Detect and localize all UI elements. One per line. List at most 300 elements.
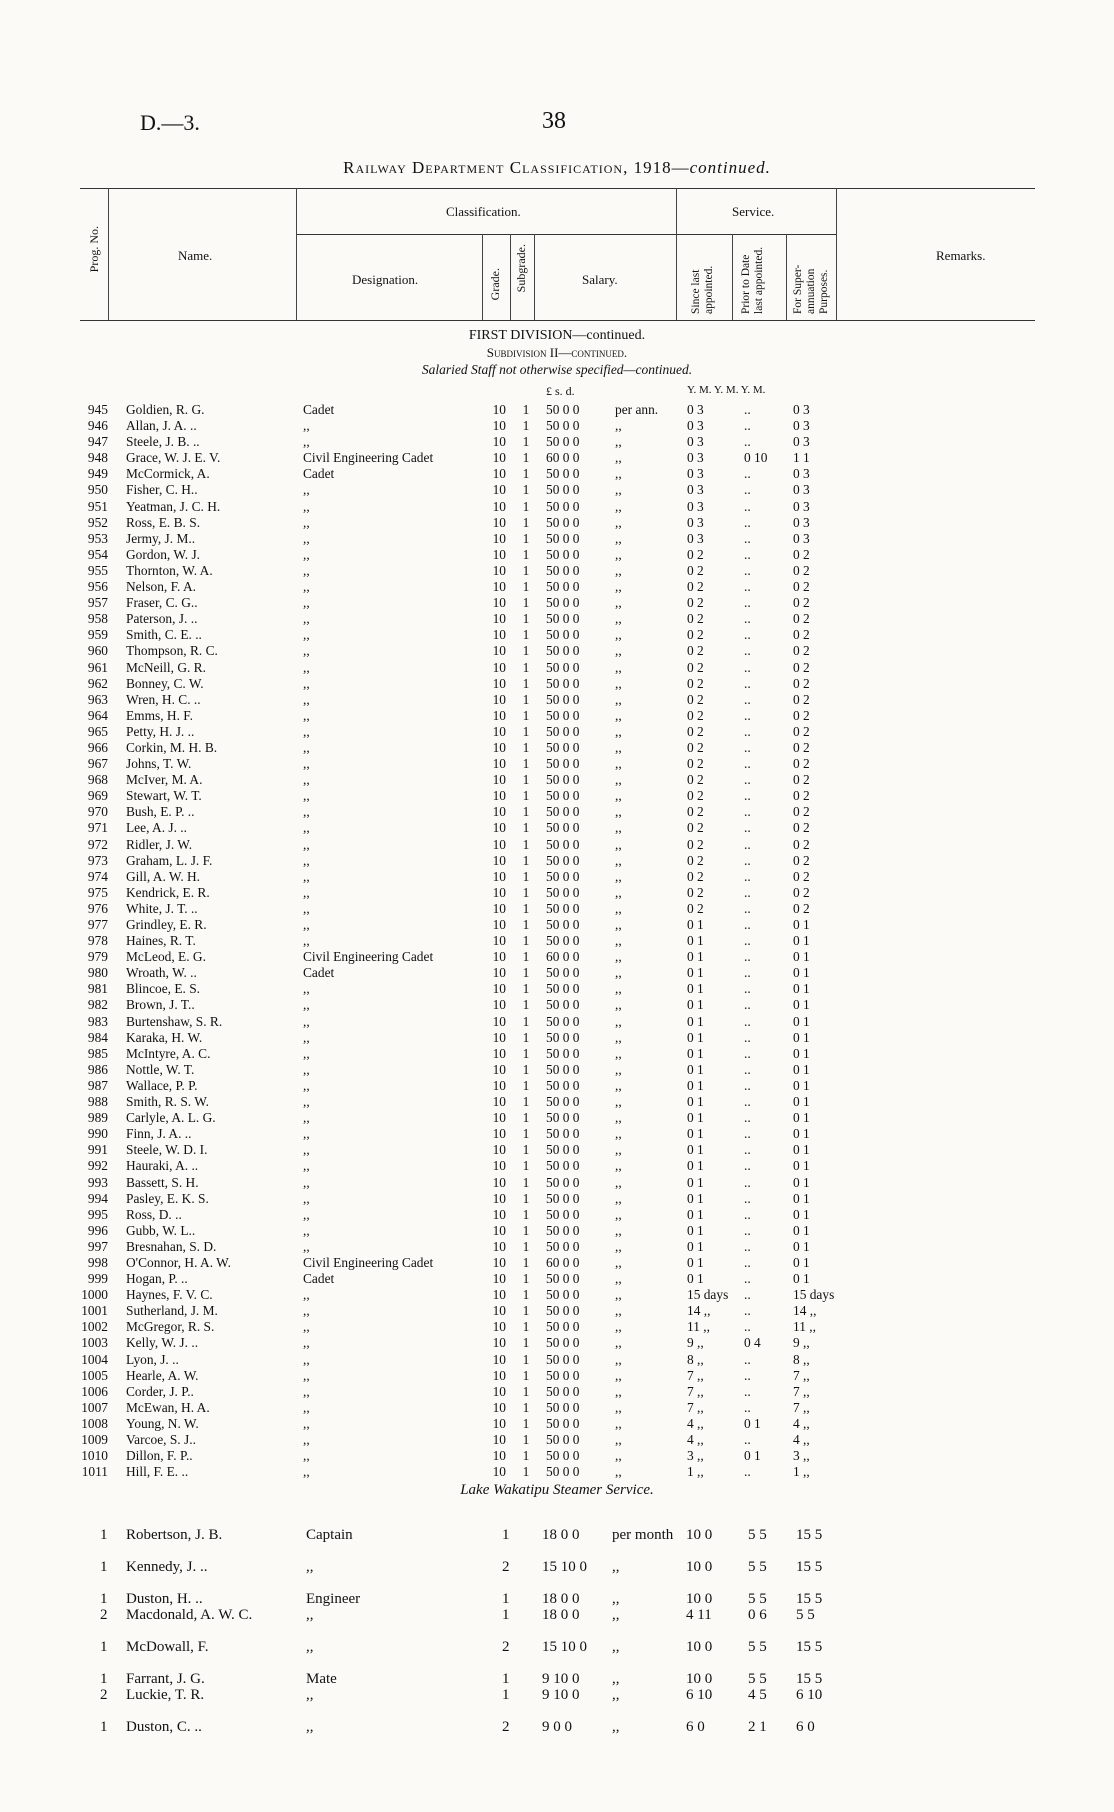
since-last-appointed: 0 3 — [687, 466, 704, 482]
prior-to-date: .. — [744, 595, 751, 611]
subgrade: 1 — [522, 933, 530, 949]
grade: 10 — [492, 1238, 506, 1254]
designation: ,, — [303, 1238, 310, 1254]
table-row — [0, 724, 1114, 740]
designation: Cadet — [303, 1271, 335, 1287]
prior-to-date: .. — [744, 514, 751, 530]
salary-period: ,, — [612, 1719, 620, 1735]
prog-no: 1008 — [81, 1415, 108, 1431]
table-row — [0, 1464, 1114, 1480]
superannuation: 6 0 — [796, 1719, 815, 1735]
subgrade: 1 — [522, 402, 530, 417]
prior-to-date: .. — [744, 1432, 751, 1447]
salary-period: ,, — [615, 1077, 622, 1093]
staff-name: Lee, A. J. .. — [126, 820, 187, 836]
staff-name: Nelson, F. A. — [126, 579, 196, 595]
staff-name: Smith, C. E. .. — [126, 627, 202, 643]
subgrade: 1 — [522, 675, 530, 691]
staff-name: Ridler, J. W. — [126, 836, 193, 852]
salary-period: ,, — [615, 772, 622, 788]
since-last-appointed: 0 2 — [687, 723, 704, 739]
staff-name: Ross, E. B. S. — [126, 514, 201, 530]
grade: 10 — [492, 1367, 506, 1383]
salary-period: ,, — [615, 1448, 622, 1464]
since-last-appointed: 0 1 — [687, 1110, 704, 1126]
grade: 2 — [502, 1639, 510, 1655]
since-last-appointed: 0 1 — [687, 1158, 704, 1174]
superannuation: 14 ,, — [793, 1303, 817, 1319]
staff-name: Wren, H. C. .. — [126, 691, 201, 707]
table-row — [0, 1416, 1114, 1432]
prog-no: 962 — [87, 675, 108, 691]
prog-no: 1 — [100, 1719, 108, 1735]
table-row — [0, 917, 1114, 933]
salary: 50 0 0 — [546, 562, 580, 578]
since-last-appointed: 0 2 — [687, 884, 704, 900]
salary: 50 0 0 — [546, 1013, 580, 1029]
salary: 50 0 0 — [546, 1077, 580, 1093]
prog-no: 985 — [87, 1045, 108, 1061]
subgrade: 1 — [522, 611, 530, 627]
subgrade: 1 — [522, 1399, 530, 1415]
staff-name: McIntyre, A. C. — [126, 1045, 211, 1061]
since-last-appointed: 0 1 — [687, 1206, 704, 1222]
staff-name: Corkin, M. H. B. — [126, 739, 218, 755]
subgrade: 1 — [522, 1077, 530, 1093]
staff-name: Kendrick, E. R. — [126, 884, 210, 900]
designation: ,, — [303, 579, 310, 595]
prior-to-date: .. — [744, 418, 751, 434]
table-row — [0, 949, 1114, 965]
salary: 50 0 0 — [546, 997, 580, 1013]
subgrade: 1 — [522, 1158, 530, 1174]
table-row — [0, 997, 1114, 1013]
prog-no: 1011 — [81, 1464, 108, 1480]
salary: 50 0 0 — [546, 852, 580, 868]
since-last-appointed: 14 ,, — [687, 1303, 711, 1319]
since-last-appointed: 3 ,, — [687, 1448, 704, 1464]
salary-period: ,, — [612, 1639, 620, 1655]
subgrade: 1 — [522, 1061, 530, 1077]
prog-no: 954 — [87, 546, 108, 562]
subgrade: 1 — [522, 1448, 530, 1464]
prog-no: 1009 — [81, 1432, 108, 1447]
prior-to-date: .. — [744, 675, 751, 691]
subgrade: 1 — [522, 1287, 530, 1303]
salary: 50 0 0 — [546, 1029, 580, 1045]
since-last-appointed: 15 days — [687, 1287, 729, 1303]
designation: ,, — [303, 1110, 310, 1126]
superannuation: 0 1 — [793, 1077, 810, 1093]
prog-no: 959 — [87, 627, 108, 643]
prog-no: 969 — [87, 788, 108, 804]
staff-name: Fisher, C. H.. — [126, 482, 198, 498]
table-row — [0, 1400, 1114, 1416]
superannuation: 6 10 — [796, 1687, 823, 1703]
designation: ,, — [303, 1206, 310, 1222]
table-row — [0, 482, 1114, 498]
table-row — [0, 1062, 1114, 1078]
designation: Cadet — [303, 402, 335, 417]
prog-no: 993 — [87, 1174, 108, 1190]
salary-period: ,, — [612, 1559, 620, 1575]
prior-to-date: .. — [744, 530, 751, 546]
page-number: 38 — [542, 108, 566, 134]
grade: 10 — [492, 981, 506, 997]
superannuation: 0 2 — [793, 595, 810, 611]
salary-period: ,, — [615, 1351, 622, 1367]
prior-to-date: .. — [744, 1206, 751, 1222]
salary-period: ,, — [615, 1158, 622, 1174]
prior-to-date: 0 1 — [744, 1415, 761, 1431]
superannuation: 0 1 — [793, 1126, 810, 1142]
superannuation: 0 2 — [793, 627, 810, 643]
prior-to-date: .. — [744, 402, 751, 417]
salary: 50 0 0 — [546, 1110, 580, 1126]
designation: ,, — [303, 675, 310, 691]
superannuation: 0 1 — [793, 949, 810, 965]
designation: ,, — [303, 1077, 310, 1093]
prog-no-header: Prog. No. — [87, 226, 101, 273]
salary: 50 0 0 — [546, 739, 580, 755]
prog-no: 984 — [87, 1029, 108, 1045]
prog-no: 999 — [87, 1271, 108, 1287]
superannuation: 0 2 — [793, 739, 810, 755]
designation: ,, — [303, 1013, 310, 1029]
salary: 50 0 0 — [546, 1222, 580, 1238]
salary: 50 0 0 — [546, 1094, 580, 1110]
prior-to-date: .. — [744, 1142, 751, 1158]
division-heading: FIRST DIVISION—continued. — [468, 328, 646, 343]
grade: 10 — [492, 772, 506, 788]
staff-name: Stewart, W. T. — [126, 788, 202, 804]
grade: 10 — [492, 675, 506, 691]
since-last-appointed: 0 1 — [687, 1222, 704, 1238]
subgrade: 1 — [522, 1126, 530, 1142]
since-last-appointed: 0 1 — [687, 1045, 704, 1061]
salary-period: ,, — [615, 756, 622, 772]
since-last-appointed: 0 2 — [687, 739, 704, 755]
table-row — [0, 499, 1114, 515]
prog-no: 989 — [87, 1110, 108, 1126]
prog-no: 1007 — [81, 1399, 108, 1415]
salary-period: ,, — [615, 1399, 622, 1415]
superannuation: 15 5 — [796, 1559, 823, 1575]
grade: 10 — [492, 1303, 506, 1319]
superannuation: 0 1 — [793, 1045, 810, 1061]
table-row — [0, 1384, 1114, 1400]
salary-period: ,, — [615, 933, 622, 949]
salary: 50 0 0 — [546, 1045, 580, 1061]
salary: 50 0 0 — [546, 611, 580, 627]
salary-period: ,, — [615, 900, 622, 916]
salary: 50 0 0 — [546, 1190, 580, 1206]
salary: 15 10 0 — [542, 1559, 587, 1575]
prior-to-date: .. — [744, 1190, 751, 1206]
grade: 10 — [492, 434, 506, 450]
salary-period: ,, — [615, 643, 622, 659]
grade: 10 — [492, 804, 506, 820]
subgrade: 1 — [522, 1045, 530, 1061]
grade: 10 — [492, 450, 506, 466]
prior-to-date: .. — [744, 788, 751, 804]
since-last-appointed: 0 2 — [687, 643, 704, 659]
superannuation: 0 2 — [793, 723, 810, 739]
since-last-appointed: 0 2 — [687, 820, 704, 836]
subgrade: 1 — [522, 1319, 530, 1335]
designation: ,, — [303, 659, 310, 675]
since-last-appointed: 0 3 — [687, 434, 704, 450]
designation: ,, — [303, 868, 310, 884]
superannuation: 0 2 — [793, 836, 810, 852]
grade: 10 — [492, 852, 506, 868]
superannuation: 0 3 — [793, 530, 810, 546]
table-row — [0, 402, 1114, 418]
staff-name: Macdonald, A. W. C. — [126, 1607, 253, 1623]
grade: 1 — [502, 1527, 510, 1543]
staff-name: Grindley, E. R. — [126, 917, 207, 932]
grade: 1 — [502, 1591, 510, 1607]
salary: 50 0 0 — [546, 1335, 580, 1351]
designation: ,, — [303, 1303, 310, 1319]
salary-header: Salary. — [582, 272, 618, 287]
prog-no: 991 — [87, 1142, 108, 1158]
table-row — [0, 643, 1114, 659]
staff-name: Thompson, R. C. — [126, 643, 218, 659]
salary-period: ,, — [615, 739, 622, 755]
since-last-appointed: 0 2 — [687, 804, 704, 820]
grade: 10 — [492, 1464, 506, 1480]
salary: 50 0 0 — [546, 482, 580, 498]
salary-period: ,, — [615, 1174, 622, 1190]
subgrade: 1 — [522, 772, 530, 788]
grade: 10 — [492, 739, 506, 755]
prior-to-date: .. — [744, 1383, 751, 1399]
grade: 10 — [492, 1190, 506, 1206]
grade: 10 — [492, 836, 506, 852]
superannuation: 0 2 — [793, 659, 810, 675]
table-row — [0, 820, 1114, 836]
since-last-appointed: 7 ,, — [687, 1383, 704, 1399]
salary-period: ,, — [615, 611, 622, 627]
table-row — [0, 1255, 1114, 1271]
salary-period: ,, — [615, 530, 622, 546]
subgrade: 1 — [522, 1238, 530, 1254]
salary-period: ,, — [615, 836, 622, 852]
salary-period: ,, — [615, 595, 622, 611]
table-row — [0, 788, 1114, 804]
prog-no: 970 — [87, 804, 108, 820]
prior-to-date: .. — [744, 434, 751, 450]
prior-to-date: .. — [744, 1077, 751, 1093]
prog-no: 961 — [87, 659, 108, 675]
since-last-appointed: 0 1 — [687, 1142, 704, 1158]
prior-to-date: 5 5 — [748, 1671, 767, 1687]
prior-to-date: 5 5 — [748, 1559, 767, 1575]
designation: ,, — [306, 1607, 314, 1623]
salary-period: ,, — [615, 997, 622, 1013]
since-last-appointed: 0 1 — [687, 1061, 704, 1077]
since-last-appointed: 0 2 — [687, 788, 704, 804]
prior-to-date: .. — [744, 949, 751, 965]
grade: 10 — [492, 900, 506, 916]
salary-period: ,, — [615, 1094, 622, 1110]
staff-name: Thornton, W. A. — [126, 562, 213, 578]
superannuation: 0 1 — [793, 981, 810, 997]
designation: ,, — [303, 707, 310, 723]
prog-no: 982 — [87, 997, 108, 1013]
table-row — [0, 772, 1114, 788]
designation: ,, — [303, 627, 310, 643]
designation: ,, — [303, 1351, 310, 1367]
table-row — [0, 627, 1114, 643]
grade-header: Grade. — [488, 268, 502, 301]
salary: 50 0 0 — [546, 1158, 580, 1174]
table-row — [0, 853, 1114, 869]
superannuation: 0 2 — [793, 579, 810, 595]
staff-name: Emms, H. F. — [126, 707, 194, 723]
grade: 10 — [492, 1126, 506, 1142]
table-row — [0, 708, 1114, 724]
grade: 10 — [492, 402, 506, 417]
table-row — [0, 981, 1114, 997]
table-row — [0, 1158, 1114, 1174]
table-row — [0, 740, 1114, 756]
table-row — [0, 1110, 1114, 1126]
grade: 10 — [492, 643, 506, 659]
designation: ,, — [303, 1415, 310, 1431]
salary-period: ,, — [615, 949, 622, 965]
staff-name: Wroath, W. .. — [126, 965, 197, 981]
table-row — [0, 1126, 1114, 1142]
designation: ,, — [303, 562, 310, 578]
since-last-appointed: 0 2 — [687, 659, 704, 675]
superannuation: 0 2 — [793, 804, 810, 820]
grade: 10 — [492, 1271, 506, 1287]
staff-name: Fraser, C. G.. — [126, 595, 198, 611]
table-row — [0, 1175, 1114, 1191]
table-row — [0, 1030, 1114, 1046]
salary-period: ,, — [615, 659, 622, 675]
prog-no: 958 — [87, 611, 108, 627]
prog-no: 1010 — [81, 1448, 108, 1464]
staff-name: Hogan, P. .. — [126, 1271, 188, 1287]
salary: 50 0 0 — [546, 691, 580, 707]
since-last-appointed: 10 0 — [686, 1591, 713, 1607]
superannuation: 15 5 — [796, 1591, 823, 1607]
prior-to-date: .. — [744, 482, 751, 498]
salary-period: ,, — [615, 1319, 622, 1335]
subgrade: 1 — [522, 981, 530, 997]
salary-period: per month — [612, 1527, 674, 1543]
since-last-appointed: 7 ,, — [687, 1367, 704, 1383]
superannuation: 0 2 — [793, 868, 810, 884]
designation: ,, — [303, 418, 310, 434]
subgrade: 1 — [522, 1464, 530, 1480]
prior-to-date: .. — [744, 659, 751, 675]
prog-no: 2 — [100, 1607, 108, 1623]
designation: ,, — [306, 1639, 314, 1655]
designation: Civil Engineering Cadet — [303, 949, 434, 965]
subgrade: 1 — [522, 884, 530, 900]
staff-name: Young, N. W. — [126, 1415, 199, 1431]
prog-no: 996 — [87, 1222, 108, 1238]
subgrade: 1 — [522, 852, 530, 868]
prior-to-date: .. — [744, 1399, 751, 1415]
table-row — [0, 676, 1114, 692]
salary-period: ,, — [612, 1607, 620, 1623]
superannuation: 0 1 — [793, 1061, 810, 1077]
grade: 10 — [492, 1254, 506, 1270]
salary: 50 0 0 — [546, 514, 580, 530]
prog-no: 957 — [87, 595, 108, 611]
staff-name: Finn, J. A. .. — [126, 1126, 192, 1142]
since-last-appointed: 0 2 — [687, 852, 704, 868]
salary: 50 0 0 — [546, 1287, 580, 1303]
table-row — [0, 1368, 1114, 1384]
table-row — [0, 1448, 1114, 1464]
designation: ,, — [303, 546, 310, 562]
superannuation: 5 5 — [796, 1607, 815, 1623]
superannuation: 0 2 — [793, 675, 810, 691]
designation: ,, — [303, 917, 310, 932]
subgrade: 1 — [522, 723, 530, 739]
staff-name: Brown, J. T.. — [126, 997, 195, 1013]
subgrade: 1 — [522, 1174, 530, 1190]
grade: 10 — [492, 756, 506, 772]
designation: ,, — [303, 1174, 310, 1190]
staff-name: Ross, D. .. — [126, 1206, 182, 1222]
designation: ,, — [303, 788, 310, 804]
superannuation: 0 1 — [793, 1029, 810, 1045]
salary: 50 0 0 — [546, 1464, 580, 1480]
grade: 10 — [492, 1045, 506, 1061]
staff-name: McIver, M. A. — [126, 772, 203, 788]
prior-to-date: .. — [744, 1094, 751, 1110]
superannuation: 0 1 — [793, 1190, 810, 1206]
grade: 1 — [502, 1671, 510, 1687]
salary: 50 0 0 — [546, 756, 580, 772]
grade: 10 — [492, 1432, 506, 1447]
salary: 50 0 0 — [546, 1399, 580, 1415]
salary: 50 0 0 — [546, 917, 580, 932]
subgrade: 1 — [522, 804, 530, 820]
staff-name: Burtenshaw, S. R. — [126, 1013, 223, 1029]
salary: 50 0 0 — [546, 434, 580, 450]
prior-to-date: 4 5 — [748, 1687, 767, 1703]
table-row — [0, 450, 1114, 466]
since-last-appointed: 0 2 — [687, 546, 704, 562]
salary: 50 0 0 — [546, 579, 580, 595]
grade: 10 — [492, 1222, 506, 1238]
prog-no: 998 — [87, 1254, 108, 1270]
lake-table-row — [0, 1719, 1114, 1737]
staff-name: Duston, H. .. — [126, 1591, 203, 1607]
since-last-appointed: 0 3 — [687, 402, 704, 417]
prior-to-date: .. — [744, 723, 751, 739]
prior-to-date: .. — [744, 562, 751, 578]
subgrade: 1 — [522, 868, 530, 884]
prior-to-date: .. — [744, 772, 751, 788]
table-row — [0, 466, 1114, 482]
salary-period: ,, — [615, 981, 622, 997]
prog-no: 947 — [87, 434, 108, 450]
superannuation: 0 3 — [793, 498, 810, 514]
prog-no: 1003 — [81, 1335, 108, 1351]
salary: 18 0 0 — [542, 1607, 580, 1623]
staff-name: Hearle, A. W. — [126, 1367, 199, 1383]
salary: 50 0 0 — [546, 1206, 580, 1222]
